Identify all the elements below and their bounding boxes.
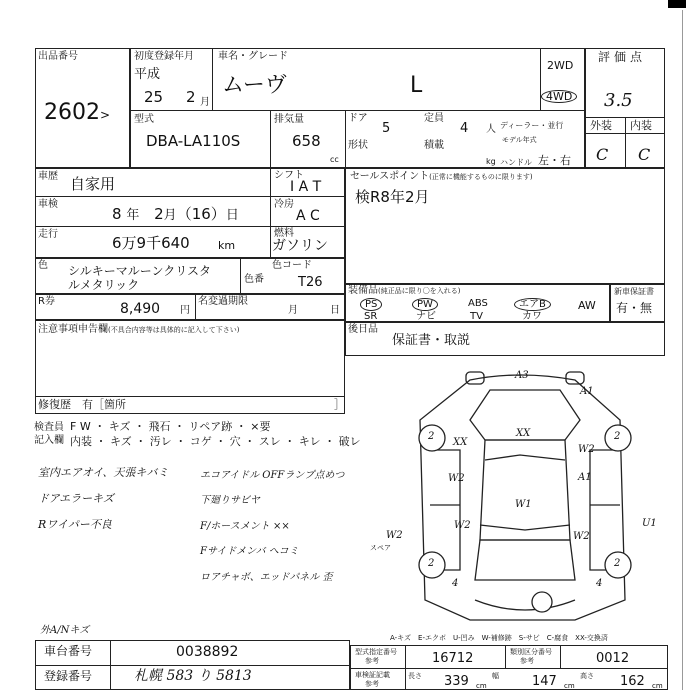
diag-mark-w2-a: W2 (454, 520, 471, 531)
dims-length-unit: cm (476, 682, 487, 690)
recycle-value: 8,490 (120, 301, 161, 317)
equip-bottom-2: TV (470, 311, 483, 322)
fuel-label: 燃料 (274, 228, 294, 239)
doors-value: 5 (382, 121, 391, 136)
diag-mark-xx-top: XX (516, 428, 531, 439)
first-reg-era: 平成 (134, 67, 161, 82)
capacity-value: 4 (460, 121, 469, 136)
hand-note-4: 下廻りサビヤ (200, 495, 260, 506)
capacity-label: 定員 (424, 113, 444, 124)
diag-tire-l: 2 (428, 558, 435, 569)
dealer-label: ディーラー・並行 (500, 121, 564, 130)
frame-label: 車台番号 (44, 644, 93, 658)
equip-top-0: PS (360, 298, 382, 311)
diag-tire-rl: 4 (452, 578, 459, 589)
inspection-label: 車検 (38, 199, 58, 210)
notes-title: 注意事項申告欄 (38, 324, 108, 335)
capacity-unit: 人 (486, 124, 496, 135)
equip-top-3: エアB (514, 298, 551, 311)
divider (110, 640, 111, 690)
car-grade: L (410, 73, 423, 98)
recycle-label: R券 (38, 296, 55, 307)
class-no-label1: 類別区分番号 (510, 648, 552, 656)
drive-2wd: 2WD (547, 59, 574, 72)
recycle-unit: 円 (180, 305, 190, 316)
hand-note-3: エコアイドル OFFランプ点めつ (200, 470, 345, 481)
dims-width-unit: cm (564, 682, 575, 690)
inspection-month-unit: 月 (163, 208, 177, 223)
usage-value: 自家用 (70, 175, 116, 193)
usage-label: 車歴 (38, 171, 58, 182)
model-value: DBA-LA110S (146, 132, 241, 150)
first-reg-month-unit: 月 (200, 97, 210, 108)
diag-mark-a1-right: A1 (578, 472, 592, 483)
hand-note-0: 室内エアオイ、天張キバミ (38, 466, 169, 479)
color-code-label: 色コード (272, 260, 312, 271)
lot-number-text: 2602 (44, 100, 100, 125)
dims-width: 147 (532, 674, 557, 689)
equip-bottom-0: SR (364, 311, 378, 322)
first-reg-label: 初度登録年月 (134, 51, 194, 62)
diagram-spare: スペア (370, 544, 391, 552)
after-value: 保証書・取説 (392, 333, 471, 348)
load-unit: kg (486, 157, 496, 166)
ac-label: 冷房 (274, 199, 294, 210)
color-label: 色 (38, 260, 48, 271)
dims-label2: 参考 (365, 680, 379, 688)
repair-close: ］ (334, 398, 345, 411)
equip-top-4: AW (578, 299, 596, 312)
diag-tire-fl: 2 (428, 431, 435, 442)
type-no-value: 16712 (432, 651, 474, 666)
color-num-label: 色番 (244, 274, 264, 285)
score-label: 評価点 (598, 50, 647, 64)
first-reg-year: 25 (144, 88, 164, 106)
equip-top-1: PW (412, 298, 438, 311)
divider (35, 665, 350, 666)
diag-mark-w2-right: W2 (578, 444, 595, 455)
frame-value: 0038892 (176, 644, 239, 660)
lot-label: 出品番号 (38, 51, 78, 62)
after-label: 後日品 (348, 324, 378, 335)
type-no-label2: 参考 (365, 657, 379, 665)
diag-mark-a3: A3 (515, 370, 529, 381)
handle-label: ハンドル (500, 158, 532, 167)
inspector-row2: 内装 ・ キズ ・ 汚レ ・ コゲ ・ 穴 ・ スレ ・ キレ ・ 破レ (70, 435, 361, 448)
repair-label: 修復歴 (38, 398, 71, 411)
equipment-note: (純正品に限り〇を入れる) (378, 287, 461, 295)
diag-mark-xx-left: XX (453, 437, 468, 448)
lot-mark: > (100, 108, 111, 122)
fuel-value: ガソリン (272, 238, 328, 254)
car-name: ムーヴ (222, 73, 287, 98)
mileage-value: 6万9千640 (112, 234, 190, 252)
inspector-label1: 検査員 (34, 422, 64, 433)
hand-note-1: ドアエラーキズ (38, 492, 114, 505)
diag-mark-w2-c: W2 (386, 530, 403, 541)
model-year-label: モデル年式 (502, 136, 537, 144)
sales-point-value: 検R8年2月 (355, 188, 430, 206)
hand-note-7: ロアチャボ、エッドパネル 歪 (200, 572, 333, 583)
diag-mark-w1: W1 (515, 499, 532, 510)
inspection-year: 8 (112, 205, 122, 223)
notes-sub: (不具合内容等は具体的に記入して下さい) (108, 326, 240, 334)
score-value: 3.5 (604, 90, 633, 111)
dims-label: 車検証記載 (355, 671, 390, 679)
color-line2: ルメタリック (68, 278, 140, 292)
plate-label: 登録番号 (44, 669, 93, 683)
model-label: 型式 (134, 114, 154, 125)
tax-day: 日 (330, 305, 340, 316)
color-line1: シルキーマルーンクリスタ (68, 264, 211, 278)
diag-mark-a1-top: A1 (580, 386, 594, 397)
shape-label: 形状 (348, 140, 368, 151)
diag-mark-u1: U1 (642, 518, 657, 529)
hand-note-5: F/ホースメント ×× (200, 521, 290, 532)
dims-height-unit: cm (652, 682, 663, 690)
dims-width-label: 幅 (492, 672, 499, 680)
dims-height-label: 高さ (580, 672, 594, 680)
divider (505, 645, 506, 668)
diag-tire-r: 2 (614, 558, 621, 569)
mileage-unit: km (218, 239, 236, 252)
car-label: 車名・グレード (218, 51, 288, 62)
tax-label: 名変過期限 (198, 296, 248, 307)
ac-value: A C (296, 208, 320, 224)
load-label: 積載 (424, 140, 444, 151)
divider (405, 645, 406, 690)
equipment-title: 装備品 (348, 285, 378, 296)
divider (560, 645, 561, 668)
dims-height: 162 (620, 674, 645, 689)
displacement-value: 658 (292, 132, 321, 150)
displacement-label: 排気量 (274, 114, 304, 125)
equip-bottom-3: カワ (522, 311, 542, 322)
equip-top-2: ABS (468, 298, 488, 309)
score-ext-label: 外装 (590, 119, 612, 132)
score-int-label: 内装 (630, 119, 652, 132)
repair-value: 有［箇所 (82, 398, 126, 411)
manual-label: 新車保証書 (614, 287, 654, 296)
inspector-label2: 記入欄 (34, 435, 64, 446)
score-ext: C (596, 145, 609, 164)
inspection-day-value: 16 (191, 205, 211, 223)
diag-mark-w2-left: W2 (448, 473, 465, 484)
class-no-label2: 参考 (520, 657, 534, 665)
shift-value: I A T (290, 179, 322, 195)
color-code: T26 (298, 275, 323, 290)
type-no-label1: 型式指定番号 (355, 648, 397, 656)
first-reg-month: 2 (186, 88, 196, 106)
hand-note-2: Rワイパー不良 (38, 518, 112, 531)
sales-point-note: (正常に機能するものに限ります) (429, 173, 533, 181)
inspection-month: 2 (154, 205, 164, 223)
inspector-row1: F W ・ キズ ・ 飛石 ・ リペア跡 ・ ×要 (70, 420, 271, 433)
plate-value: 札幌 583 り 5813 (134, 668, 252, 684)
diag-tire-fr: 2 (614, 431, 621, 442)
score-int: C (638, 145, 651, 164)
manual-value: 有・無 (616, 301, 653, 315)
inspection-day-unit: 日 (225, 208, 239, 223)
mileage-label: 走行 (38, 229, 58, 240)
doors-label: ドア (348, 113, 368, 124)
divider (350, 668, 668, 669)
dims-length-label: 長さ (408, 672, 422, 680)
diag-mark-w2-b: W2 (573, 531, 590, 542)
equip-bottom-1: ナビ (416, 311, 436, 322)
drive-4wd: 4WD (541, 90, 577, 103)
bottom-hand-note: 外A/Nキズ (40, 625, 90, 636)
tax-month: 月 (288, 305, 298, 316)
sales-point-title: セールスポイント (350, 171, 430, 182)
handle-options: 左・右 (538, 154, 571, 167)
class-no-value: 0012 (596, 651, 630, 666)
diag-tire-rr: 4 (596, 578, 603, 589)
dims-length: 339 (444, 674, 469, 689)
shift-label: シフト (274, 170, 304, 181)
displacement-unit: cc (330, 155, 339, 164)
hand-note-6: Fサイドメンバ へコミ (200, 546, 299, 557)
inspection-day: （16） (176, 205, 226, 223)
inspection-year-unit: 年 (126, 208, 140, 223)
diagram-legend: A-キズ E-エクボ U-凹み W-補修跡 S-サビ C-腐食 XX-交換済 (390, 634, 608, 642)
